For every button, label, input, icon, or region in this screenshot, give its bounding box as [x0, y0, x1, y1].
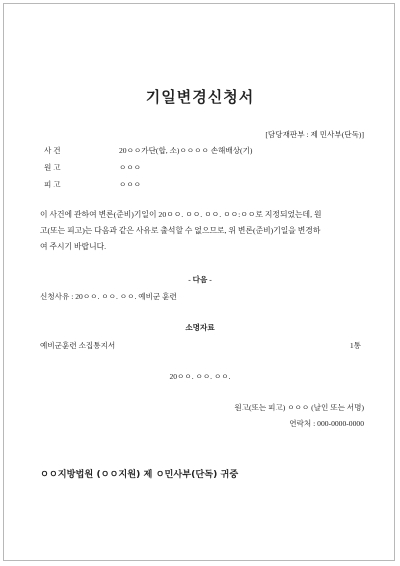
evidence-count: 1통: [349, 341, 361, 350]
signature-line: 원고(또는 피고) ㅇㅇㅇ (날인 또는 서명): [234, 403, 364, 412]
next-heading: - 다음 -: [188, 275, 212, 284]
evidence-item: 예비군훈련 소집통지서: [40, 341, 116, 350]
plaintiff-value: ㅇㅇㅇ: [119, 163, 142, 172]
request-paragraph-line-2: 고(또는 피고)는 다음과 같은 사유로 출석할 수 없으므로, 위 변론(준비)기일을 변경하: [40, 226, 321, 235]
case-label: 사 건: [44, 146, 61, 155]
document-title: 기일변경신청서: [145, 88, 255, 106]
contact-line: 연락처 : 000-0000-0000: [289, 419, 364, 428]
request-paragraph-line-1: 이 사건에 관하여 변론(준비)기일이 20ㅇㅇ. ㅇㅇ. ㅇㅇ. ㅇㅇ:ㅇㅇ로 지정되었는데, 원: [40, 210, 322, 219]
document-page: [3, 3, 395, 561]
case-value: 20ㅇㅇ가단(합, 소)ㅇㅇㅇㅇ 손해배상(기): [119, 146, 253, 155]
evidence-heading: 소명자료: [185, 323, 215, 332]
request-paragraph-line-3: 여 주시기 바랍니다.: [40, 242, 107, 251]
plaintiff-label: 원 고: [44, 163, 61, 172]
department-line: [담당재판부 : 제 민사부(단독)]: [265, 130, 364, 139]
reason-line: 신청사유 : 20ㅇㅇ. ㅇㅇ. ㅇㅇ. 예비군 훈련: [40, 292, 177, 301]
court-addressee: ㅇㅇ지방법원 (ㅇㅇ지원) 제 ㅇ민사부(단독) 귀중: [40, 469, 239, 480]
defendant-label: 피 고: [44, 180, 61, 189]
filing-date: 20ㅇㅇ. ㅇㅇ. ㅇㅇ.: [169, 372, 231, 381]
defendant-value: ㅇㅇㅇ: [119, 180, 142, 189]
